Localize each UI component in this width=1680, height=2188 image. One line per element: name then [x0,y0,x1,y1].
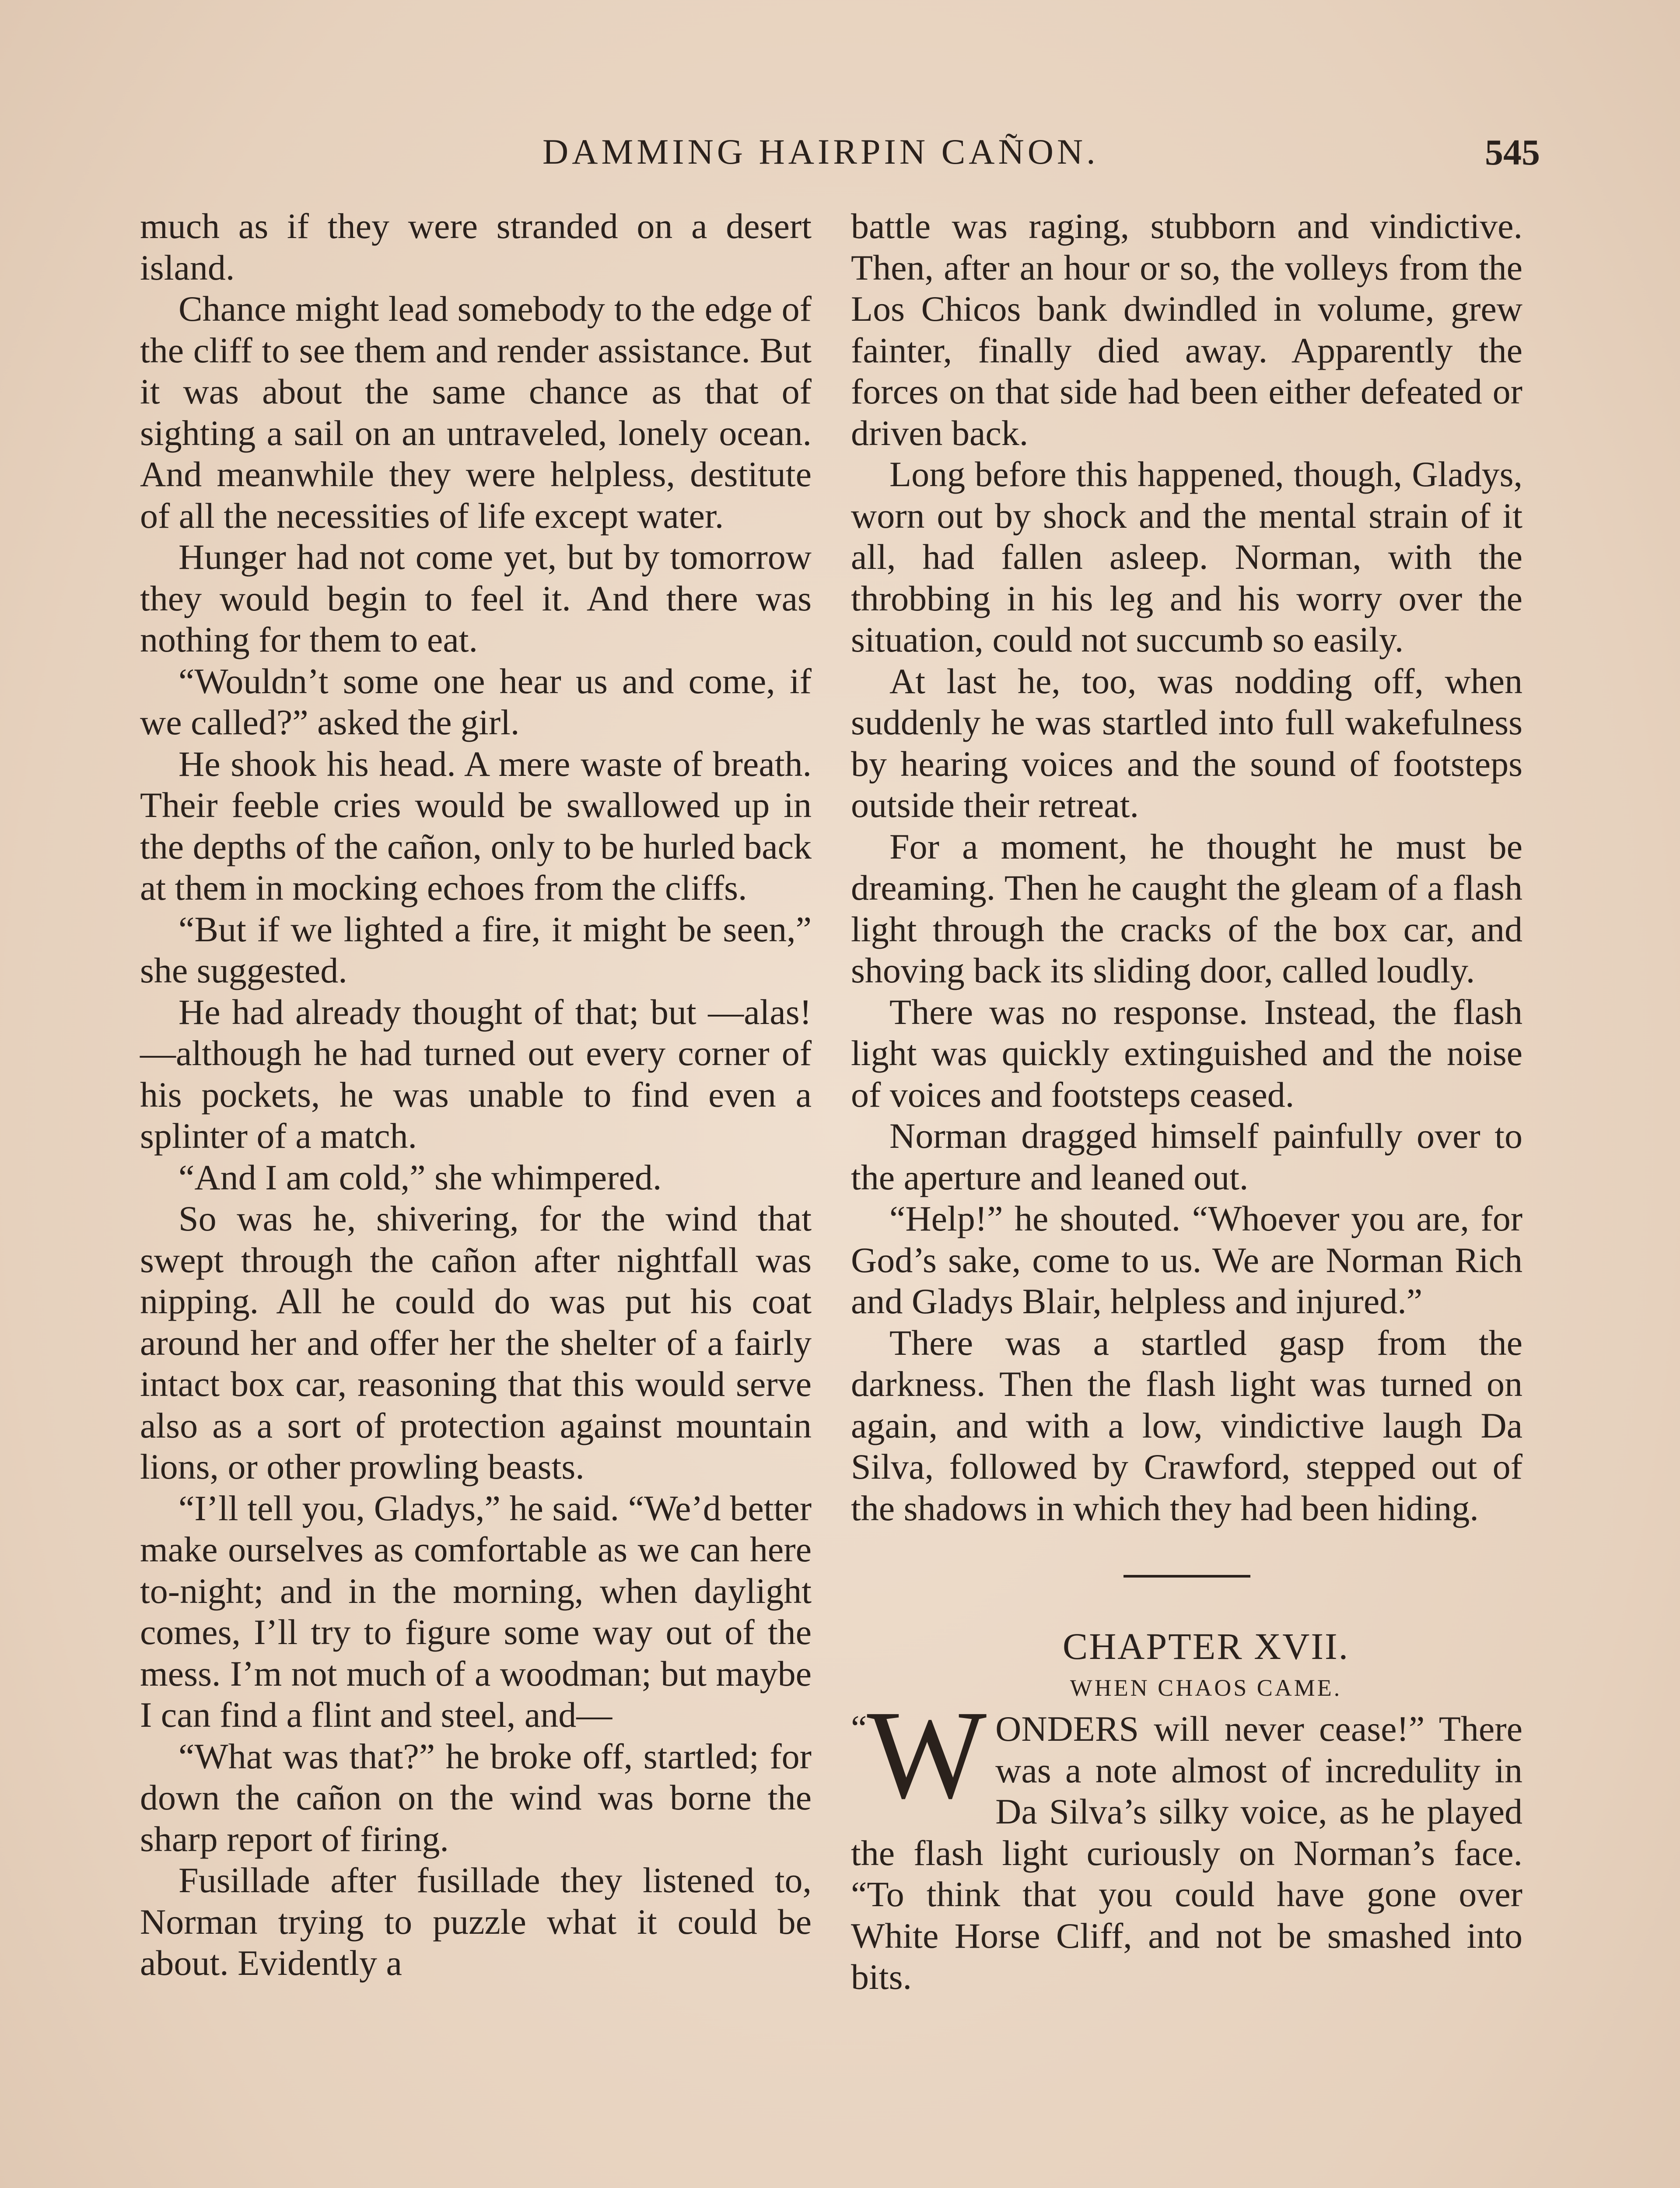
paragraph: “And I am cold,” she whimpered. [178,1157,662,1197]
paragraph: “Help!” he shouted. “Whoever you are, for God’s sake, come to us. We are Norman Rich and Gladys Blair, helpless and injured.” [851,1199,1522,1321]
paragraph: “But if we lighted a fire, it might be seen,” she suggested. [140,909,812,990]
paragraph: He had already thought of that; but —alas!—although he had turned out every corner of his pockets, he was unable to find even a splinter of a match. [140,992,812,1156]
opening-paragraph-text: ONDERS will never cease!” There was a note almost of incredulity in Da Silva’s silky voice, as he played the flash light curiously on Norman’s face. “To think that you could have gone over White Horse Cliff, and not be smashed into bits. [851,1709,1522,1997]
paragraph: So was he, shivering, for the wind that swept through the cañon after nightfall was nipping. All he could do was put his coat around her and offer her the shelter of a fairly intact box car, reasoning that this would serve also as a sort of protection against mountain lions, or other prowling beasts. [140,1199,812,1487]
paragraph: Fusillade after fusillade they listened to, Norman trying to puzzle what it could be about. Evidently a [140,1860,812,1983]
chapter-title: WHEN CHAOS CAME. [1070,1674,1342,1701]
paragraph: For a moment, he thought he must be dreaming. Then he caught the gleam of a flash light through the cracks of the box car, and shoving back its sliding door, called loudly. [851,826,1522,990]
paragraph: At last he, too, was nodding off, when suddenly he was startled into full wakefulness by hearing voices and the sound of footsteps outside their retreat. [851,661,1522,825]
paragraph: battle was raging, stubborn and vindictive. Then, after an hour or so, the volleys from the Los Chicos bank dwindled in volume, grew fainter, finally died away. Apparently the forces on that side had been either defeated or driven back. [851,206,1522,453]
paragraph: Hunger had not come yet, but by tomorrow they would begin to feel it. And there was nothing for them to eat. [140,537,812,659]
running-title: DAMMING HAIRPIN CAÑON. [542,132,1099,172]
paragraph: “Wouldn’t some one hear us and come, if we called?” asked the girl. [140,661,812,742]
paragraph: Chance might lead somebody to the edge of the cliff to see them and render assistance. But it was about the same chance as that of sighting a sail on an untraveled, lonely ocean. And meanwhile they were helpless, destitute of all the necessities of life except water. [140,289,812,536]
paragraph: Norman dragged himself painfully over to the aperture and leaned out. [851,1116,1522,1197]
opening-quote-mark: “ [851,1708,867,1748]
drop-cap: W [867,1684,987,1825]
section-divider [1124,1575,1250,1578]
paragraph: “What was that?” he broke off, startled; for down the cañon on the wind was borne the sharp report of firing. [140,1736,812,1859]
running-head [140,131,1540,179]
paragraph: He shook his head. A mere waste of breath. Their feeble cries would be swallowed up in the depths of the cañon, only to be hurled back at them in mocking echoes from the cliffs. [140,743,812,908]
chapter-number: CHAPTER XVII. [1062,1625,1350,1667]
right-column [851,206,1522,1998]
paragraph: Long before this happened, though, Gladys, worn out by shock and the mental strain of it all, had fallen asleep. Norman, with the throbbing in his leg and his worry over the situation, could not succumb so easily. [851,454,1522,659]
left-column [140,206,812,1984]
paragraph: There was a startled gasp from the darkness. Then the flash light was turned on again, and with a low, vindictive laugh Da Silva, followed by Crawford, stepped out of the shadows in which they had been hiding. [851,1322,1522,1528]
paragraph: There was no response. Instead, the flash light was quickly extinguished and the noise of voices and footsteps ceased. [851,992,1522,1115]
paragraph: “I’ll tell you, Gladys,” he said. “We’d better make ourselves as comfortable as we can here to-night; and in the morning, when daylight comes, I’ll try to figure some way out of the mess. I’m not much of a woodman; but maybe I can find a flint and steel, and— [140,1488,812,1735]
page-number: 545 [1485,132,1540,173]
paragraph: much as if they were stranded on a desert island. [140,206,812,288]
